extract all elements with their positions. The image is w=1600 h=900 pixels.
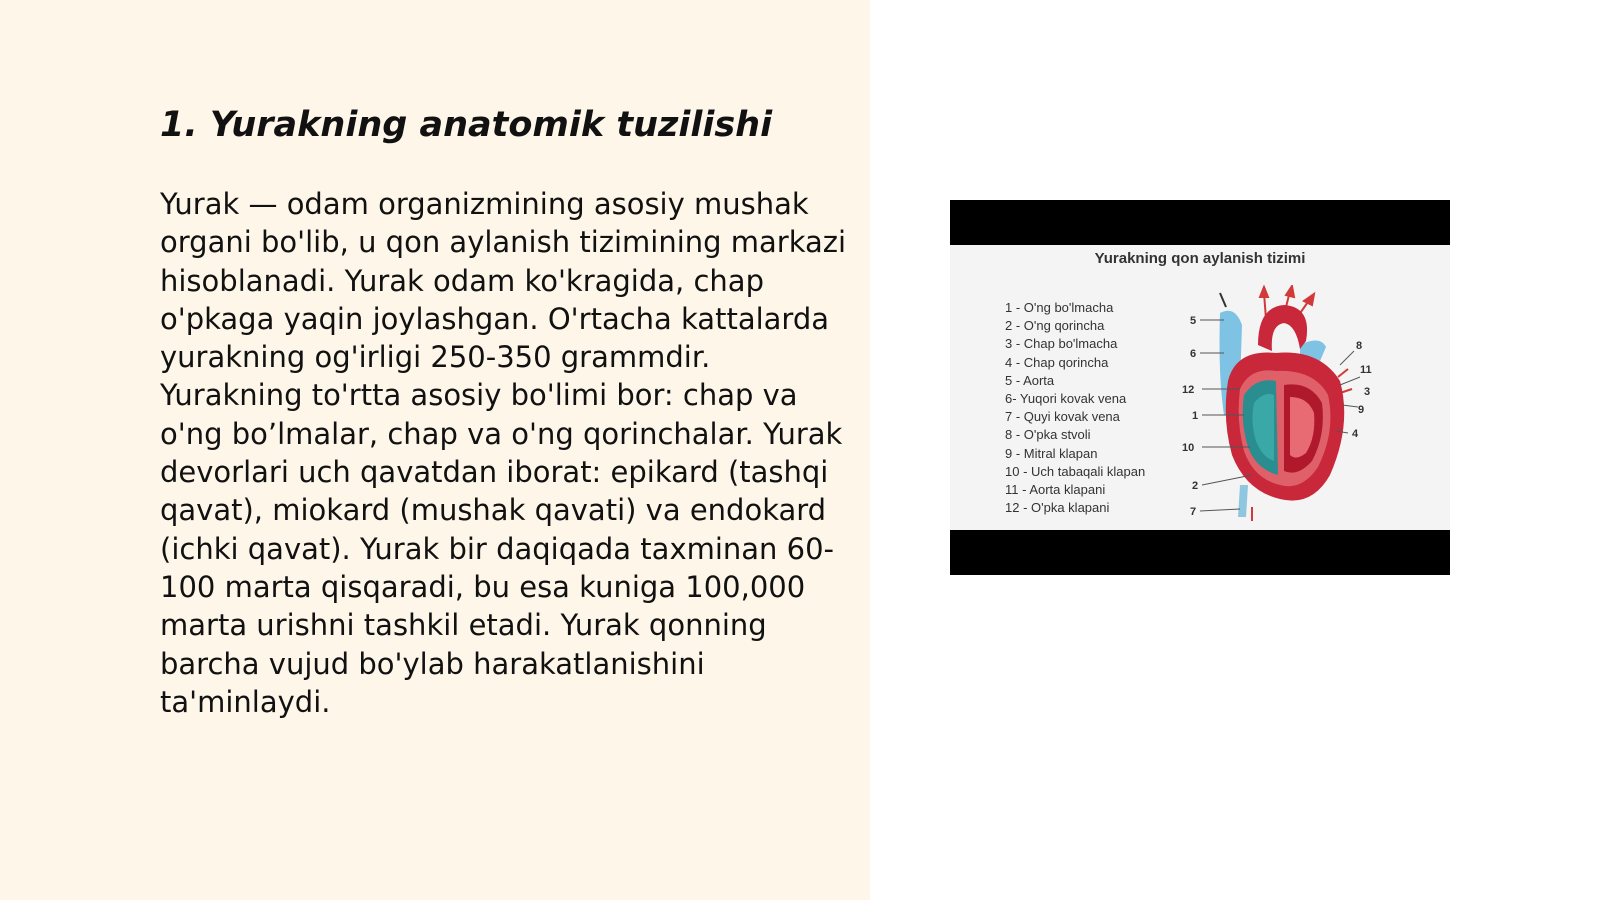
legend-item: 12 - O'pka klapani (1005, 500, 1110, 516)
legend-item: 4 - Chap qorincha (1005, 354, 1109, 370)
diagram-title: Yurakning qon aylanish tizimi (1094, 250, 1306, 267)
legend-item: 1 - O'ng bo'lmacha (1005, 300, 1114, 315)
legend-item: 8 - O'pka stvoli (1005, 427, 1091, 443)
inferior-vena-cava (1238, 485, 1248, 517)
callout-label: 10 (1182, 442, 1195, 454)
legend-item: 11 - Aorta klapani (1005, 481, 1106, 497)
callout-label: 9 (1358, 404, 1365, 416)
legend-item: 5 - Aorta (1005, 372, 1055, 388)
legend-item: 10 - Uch tabaqali klapan (1005, 463, 1146, 479)
legend-item: 9 - Mitral klapan (1005, 445, 1098, 461)
slide-body-text: Yurak — odam organizmining asosiy mushak organi bo'lib, u qon aylanish tizimining markazi hisoblanadi. Yurak odam ko'kragida, chap o'pkaga yaqin joylashgan. O'rtacha kattalarda yurakning og'irligi 250-350 grammdir. Yurakning to'rtta asosiy bo'limi bor: chap va o'ng bo’lmalar, chap va o'ng qorinchalar. Yurak devorlari uch qavatdan iborat: epikard (tashqi qavat), miokard (mushak qavati) va endokard (ichki qavat). Yurak bir daqiqada taxminan 60-100 marta qisqaradi, bu esa kuniga 100,000 marta urishni tashkil etadi. Yurak qonning barcha vujud bo'ylab harakatlanishini ta'minlaydi. (160, 187, 847, 719)
callout-label: 8 (1356, 340, 1363, 352)
legend-item: 7 - Quyi kovak vena (1005, 409, 1120, 425)
callout-label: 7 (1190, 506, 1197, 518)
legend-item: 3 - Chap bo'lmacha (1005, 336, 1118, 352)
legend-item: 6- Yuqori kovak vena (1005, 390, 1127, 406)
callout-label: 3 (1364, 386, 1371, 398)
legend-item: 2 - O'ng qorincha (1005, 318, 1105, 334)
heart-illustration (1180, 285, 1390, 525)
callout-label: 2 (1192, 480, 1199, 492)
flow-arrow (1220, 293, 1226, 307)
callout-label: 6 (1190, 348, 1197, 360)
slide-title: 1. Yurakning anatomik tuzilishi (160, 105, 773, 145)
callout-label: 4 (1352, 428, 1359, 440)
callout-label: 5 (1190, 315, 1197, 327)
heart-diagram-image (950, 200, 1450, 575)
diagram-legend (1005, 299, 1145, 517)
callout-label: 11 (1360, 364, 1372, 376)
callout-label: 1 (1192, 410, 1199, 422)
diagram-canvas (950, 245, 1450, 530)
callout-label: 12 (1182, 384, 1195, 396)
